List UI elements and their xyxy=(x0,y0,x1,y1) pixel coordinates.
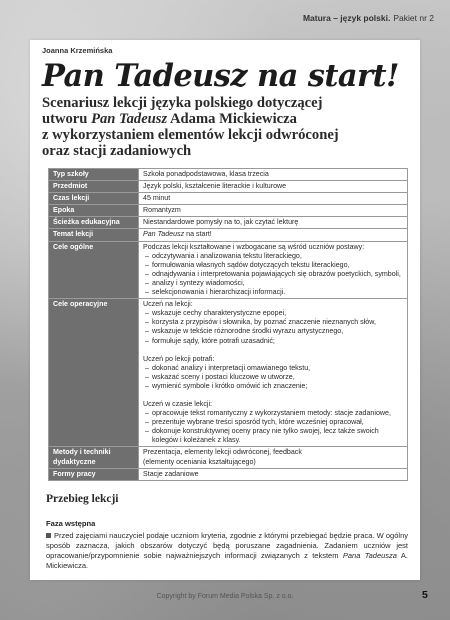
list-item: – korzysta z przypisów i słownika, by poznać znaczenie nieznanych słów, xyxy=(143,318,403,327)
operational-goals-list-1 xyxy=(143,309,403,345)
label-line: Metody i techniki xyxy=(53,448,111,457)
row-label: Cele ogólne xyxy=(49,241,139,299)
row-value xyxy=(139,299,408,447)
body-paragraph xyxy=(46,531,408,572)
row-label: Epoka xyxy=(49,205,139,217)
row-value xyxy=(139,447,408,468)
list-item: – wskazać sceny i postaci kluczowe w utworze, xyxy=(143,373,403,382)
table-row xyxy=(49,299,408,447)
subtitle-line-3: z wykorzystaniem elementów lekcji odwróconej xyxy=(42,127,339,143)
list-item: – wskazuje cechy charakterystyczne epopei, xyxy=(143,309,403,318)
list-item: – selekcjonowania i hierarchizacji informacji. xyxy=(143,288,403,297)
group-intro: Uczeń po lekcji potrafi: xyxy=(143,354,215,363)
row-label: Formy pracy xyxy=(49,468,139,480)
list-item: – opracowuje tekst romantyczny z wykorzystaniem metody: stacje zadaniowe, xyxy=(143,409,403,418)
header-series: Matura – język polski. xyxy=(302,13,391,23)
list-item: – wskazuje w tekście różnorodne środki wyrazu artystycznego, xyxy=(143,327,403,336)
table-row xyxy=(49,217,408,229)
topic-work-title: Pan Tadeusz xyxy=(143,230,185,239)
row-value xyxy=(139,229,408,241)
table-row xyxy=(49,229,408,241)
paragraph-work-title: Pana Tadeusza xyxy=(342,551,397,561)
value-line: (elementy oceniania kształtującego) xyxy=(143,457,256,466)
row-value: Niestandardowe pomysły na to, jak czytać lekturę xyxy=(139,217,408,229)
square-bullet-icon xyxy=(46,533,51,538)
group-intro: Uczeń na lekcji: xyxy=(143,300,193,309)
page-title: Pan Tadeusz na start! xyxy=(42,58,399,94)
table-row xyxy=(49,241,408,299)
operational-goals-list-2 xyxy=(143,364,403,391)
general-goals-list xyxy=(143,252,403,297)
operational-goals-list-3 xyxy=(143,409,403,445)
subtitle-text: Adama Mickiewicza xyxy=(167,111,297,127)
row-value: Romantyzm xyxy=(139,205,408,217)
list-item: – formułuje sądy, które potrafi uzasadnić; xyxy=(143,337,403,346)
topic-rest: na start! xyxy=(184,230,212,239)
table-row xyxy=(49,181,408,193)
list-item: – dokonuje konstruktywnej oceny pracy nie tylko swojej, lecz także swoich kolegów i koleżanek z klasy. xyxy=(143,427,403,445)
section-heading: Przebieg lekcji xyxy=(46,492,119,505)
row-label: Temat lekcji xyxy=(49,229,139,241)
table-row xyxy=(49,447,408,468)
list-item: – dokonać analizy i interpretacji omawianego tekstu, xyxy=(143,364,403,373)
goals-intro: Podczas lekcji kształtowane i wzbogacane są wśród uczniów postawy: xyxy=(143,242,365,251)
subtitle-line-2 xyxy=(42,111,408,127)
document-page xyxy=(30,40,420,580)
list-item: – odnajdywania i interpretowania pojawiających się obrazów poetyckich, symboli, xyxy=(143,270,403,279)
running-header xyxy=(0,0,450,36)
row-value: Język polski, kształcenie literackie i kulturowe xyxy=(139,181,408,193)
copyright-notice: Copyright by Forum Media Polska Sp. z o.o. xyxy=(156,593,294,600)
row-label: Ścieżka edukacyjna xyxy=(49,217,139,229)
list-item: – formułowania własnych sądów dotyczących tekstu literackiego, xyxy=(143,261,403,270)
row-value: Stacje zadaniowe xyxy=(139,468,408,480)
author-name: Joanna Krzemińska xyxy=(42,46,113,55)
subtitle xyxy=(42,95,408,159)
subtitle-line-4: oraz stacji zadaniowych xyxy=(42,143,192,159)
label-line: dydaktyczne xyxy=(53,457,96,466)
header-pack: Pakiet nr 2 xyxy=(393,13,434,23)
group-intro: Uczeń w czasie lekcji: xyxy=(143,399,212,408)
phase-heading: Faza wstępna xyxy=(46,518,96,528)
subtitle-text: utworu xyxy=(42,111,92,127)
table-row xyxy=(49,468,408,480)
subtitle-line-1: Scenariusz lekcji języka polskiego dotyczącej xyxy=(42,95,323,111)
list-item: – analizy i syntezy wiadomości, xyxy=(143,279,403,288)
paragraph-text: A. Mickiewicza. xyxy=(46,551,408,571)
page-number: 5 xyxy=(422,589,428,601)
list-item: – odczytywania i analizowania tekstu literackiego, xyxy=(143,252,403,261)
row-label xyxy=(49,447,139,468)
subtitle-work-title: Pan Tadeusz xyxy=(91,111,168,127)
table-row xyxy=(49,169,408,181)
row-value: Szkoła ponadpodstawowa, klasa trzecia xyxy=(139,169,408,181)
row-label: Przedmiot xyxy=(49,181,139,193)
table-row xyxy=(49,193,408,205)
row-value xyxy=(139,241,408,299)
list-item: – wymienić symbole i krótko omówić ich znaczenie; xyxy=(143,382,403,391)
paragraph-text: Przed zajęciami nauczyciel podaje uczniom kryteria, zgodnie z którymi przebiegać będzie praca. W ogólny sposób zaznacza, jakich obszarów dotyczyć będą poruszane zagadnienia. Zadaniem uczniów jest opracowanie/przypomnienie sobie najważniejszych informacji związanych z tekstem xyxy=(46,530,408,561)
row-label: Cele operacyjne xyxy=(49,299,139,447)
lesson-info-table xyxy=(48,168,408,481)
value-line: Prezentacja, elementy lekcji odwróconej, feedback xyxy=(143,448,302,457)
row-label: Czas lekcji xyxy=(49,193,139,205)
row-value: 45 minut xyxy=(139,193,408,205)
table-row xyxy=(49,205,408,217)
list-item: – prezentuje wybrane treści sposród tych, które wcześniej opracował, xyxy=(143,418,403,427)
row-label: Typ szkoły xyxy=(49,169,139,181)
